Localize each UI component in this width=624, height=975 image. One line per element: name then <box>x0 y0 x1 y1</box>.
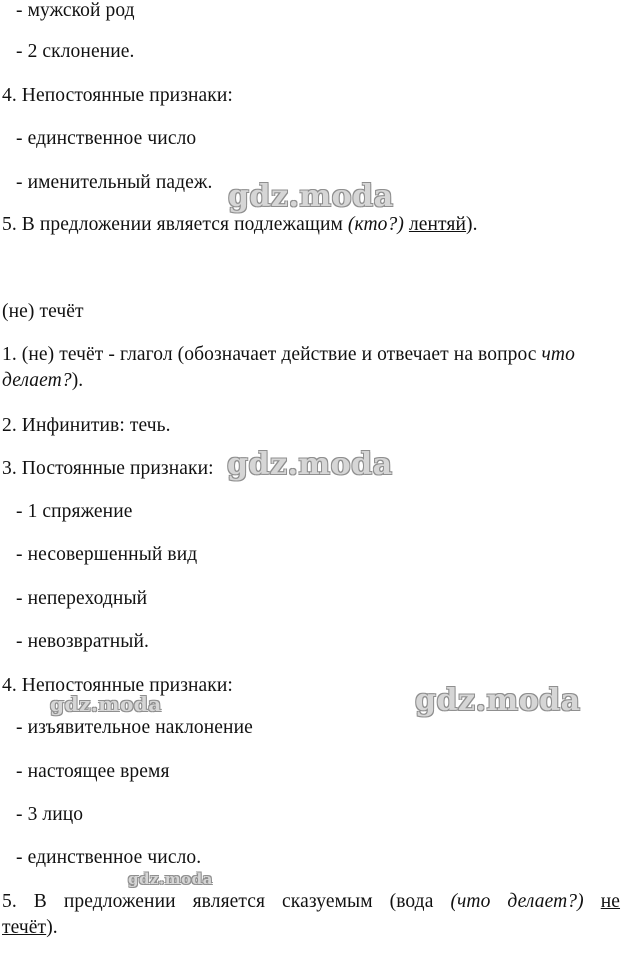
text-segment: ). <box>71 370 84 391</box>
text-line-conjugation: - 1 спряжение <box>16 501 133 522</box>
text-line-predicate-role-cont <box>2 917 58 939</box>
text-segment: ). <box>46 917 58 938</box>
text-line-predicate-role <box>2 891 620 913</box>
text-line-gender: - мужской род <box>16 0 135 21</box>
watermark-logo: gdz.moda <box>227 447 393 482</box>
text-line-case: - именительный падеж. <box>16 172 213 193</box>
watermark-logo: gdz.moda <box>50 692 162 716</box>
text-line-tense: - настоящее время <box>16 761 170 782</box>
text-line-number: - единственное число <box>16 128 197 149</box>
text-line-nonconstant-features-heading: 4. Непостоянные признаки: <box>2 85 233 106</box>
text-line-number-2: - единственное число. <box>16 847 202 868</box>
text-line-subject-role <box>2 214 478 236</box>
text-line-declension: - 2 склонение. <box>16 41 135 62</box>
justified-line <box>2 891 620 913</box>
text-line-person: - 3 лицо <box>16 804 84 825</box>
text-segment: ). <box>466 214 478 235</box>
text-line-part-of-speech <box>2 344 620 366</box>
watermark-logo: gdz.moda <box>128 870 213 888</box>
text-line-part-of-speech-cont <box>2 370 83 392</box>
underlined-word: течёт <box>2 917 47 938</box>
question-italic: что <box>541 344 575 365</box>
underlined-word: лентяй <box>408 214 467 235</box>
text-line-aspect: - несовершенный вид <box>16 544 198 565</box>
text-line-reflexivity: - невозвратный. <box>16 631 149 652</box>
text-segment: 5. В предложении является подлежащим <box>2 214 348 235</box>
word-heading: (не) течёт <box>2 301 84 322</box>
text-line-constant-features-heading: 3. Постоянные признаки: <box>2 458 214 479</box>
text-segment <box>584 891 601 912</box>
question-italic: делает? <box>2 370 72 391</box>
text-line-mood: - изъявительное наклонение <box>16 717 253 738</box>
text-line-transitivity: - непереходный <box>16 588 148 609</box>
text-line-nonconstant-features-heading-2: 4. Непостоянные признаки: <box>2 675 233 696</box>
text-segment: 1. (не) течёт - глагол (обозначает действие и отвечает на вопрос <box>2 344 542 365</box>
underlined-word: не <box>600 891 621 912</box>
question-italic: (что делает?) <box>450 891 584 912</box>
text-segment: 5. В предложении является сказуемым (вода <box>2 891 451 912</box>
question-italic: (кто?) <box>347 214 404 235</box>
watermark-logo: gdz.moda <box>415 683 581 718</box>
text-line-infinitive: 2. Инфинитив: течь. <box>2 415 171 436</box>
watermark-logo: gdz.moda <box>228 179 394 214</box>
